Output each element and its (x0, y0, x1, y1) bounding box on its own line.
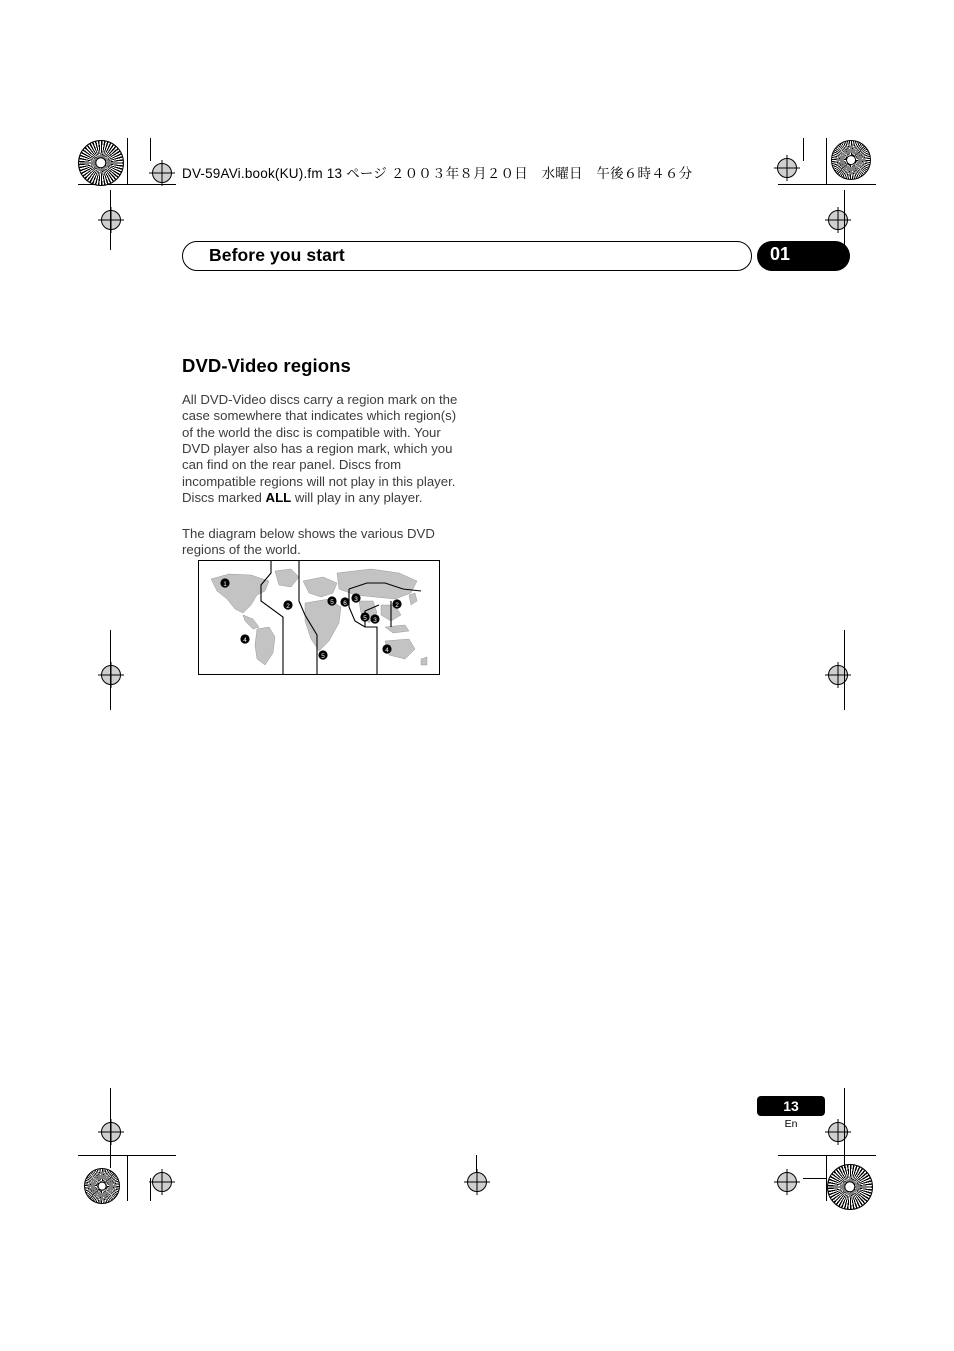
trim-line-left-vertical-lower (110, 1088, 111, 1168)
crop-mark-bottom-left-horizontal (78, 1155, 176, 1156)
source-file-info: DV-59AVi.book(KU).fm 13 ページ ２００３年８月２０日 水曜日 午後６時４６分 (182, 166, 693, 181)
svg-text:6: 6 (343, 600, 347, 608)
registration-starburst-bottom-left (84, 1168, 120, 1204)
crop-mark-bottom-right-vertical-outer (803, 1178, 826, 1179)
registration-starburst-top-left (78, 140, 124, 186)
crop-mark-top-right-vertical-outer (803, 138, 804, 161)
registration-target-right-middle (828, 665, 848, 685)
region-all-label: ALL (265, 489, 292, 505)
registration-target-bottom-right (777, 1172, 797, 1192)
page-number: 13 (783, 1098, 799, 1114)
svg-text:4: 4 (385, 647, 389, 655)
registration-target-left-middle (101, 665, 121, 685)
crop-mark-top-right-vertical (826, 138, 827, 184)
svg-text:1: 1 (223, 581, 227, 589)
crop-mark-top-right-horizontal (778, 184, 876, 185)
svg-text:3: 3 (354, 596, 358, 604)
trim-line-left-vertical-upper (110, 190, 111, 250)
chapter-number: 01 (770, 244, 791, 264)
svg-text:5: 5 (363, 615, 367, 623)
running-head-title: Before you start (209, 245, 345, 265)
registration-starburst-bottom-right (827, 1164, 873, 1210)
paragraph-region-marks-text-1: All DVD-Video discs carry a region mark on the case somewhere that indicates which region(s) of the world the disc is compatible with. Your DVD player also has a region mark, which you can find on the rear panel. Discs from incompatible regions will not play in this player. Discs marked (182, 392, 458, 505)
registration-target-right-lower (828, 1122, 848, 1142)
registration-target-bottom-center (467, 1172, 487, 1192)
crop-mark-bottom-right-horizontal (778, 1155, 876, 1156)
svg-text:3: 3 (373, 617, 377, 625)
registration-target-bottom-left (152, 1172, 172, 1192)
registration-starburst-top-right (831, 140, 871, 180)
registration-target-top-left-side (101, 210, 121, 230)
crop-mark-bottom-left-vertical (127, 1155, 128, 1201)
crop-mark-top-left-vertical-outer (150, 138, 151, 161)
paragraph-region-marks-text-2: will play in any player. (291, 489, 423, 505)
trim-line-right-vertical (844, 630, 845, 710)
svg-text:5: 5 (330, 599, 334, 607)
registration-target-left-lower (101, 1122, 121, 1142)
registration-target-top-right-side (777, 158, 797, 178)
svg-text:2: 2 (286, 603, 290, 611)
dvd-region-world-map (198, 560, 440, 675)
registration-target-top-left (152, 163, 172, 183)
svg-text:4: 4 (243, 637, 247, 645)
crop-mark-top-left-vertical (127, 138, 128, 184)
paragraph-region-marks (182, 392, 458, 506)
language-code: En (784, 1118, 798, 1130)
trim-line-right-vertical-upper (844, 190, 845, 250)
registration-target-right-upper (828, 210, 848, 230)
page-title: DVD-Video regions (182, 355, 351, 376)
svg-text:2: 2 (395, 602, 399, 610)
svg-text:5: 5 (321, 653, 325, 661)
paragraph-diagram-intro: The diagram below shows the various DVD regions of the world. (182, 526, 435, 558)
trim-line-right-vertical-lower (844, 1088, 845, 1168)
crop-mark-bottom-right-vertical (826, 1155, 827, 1201)
trim-line-left-vertical (110, 630, 111, 710)
